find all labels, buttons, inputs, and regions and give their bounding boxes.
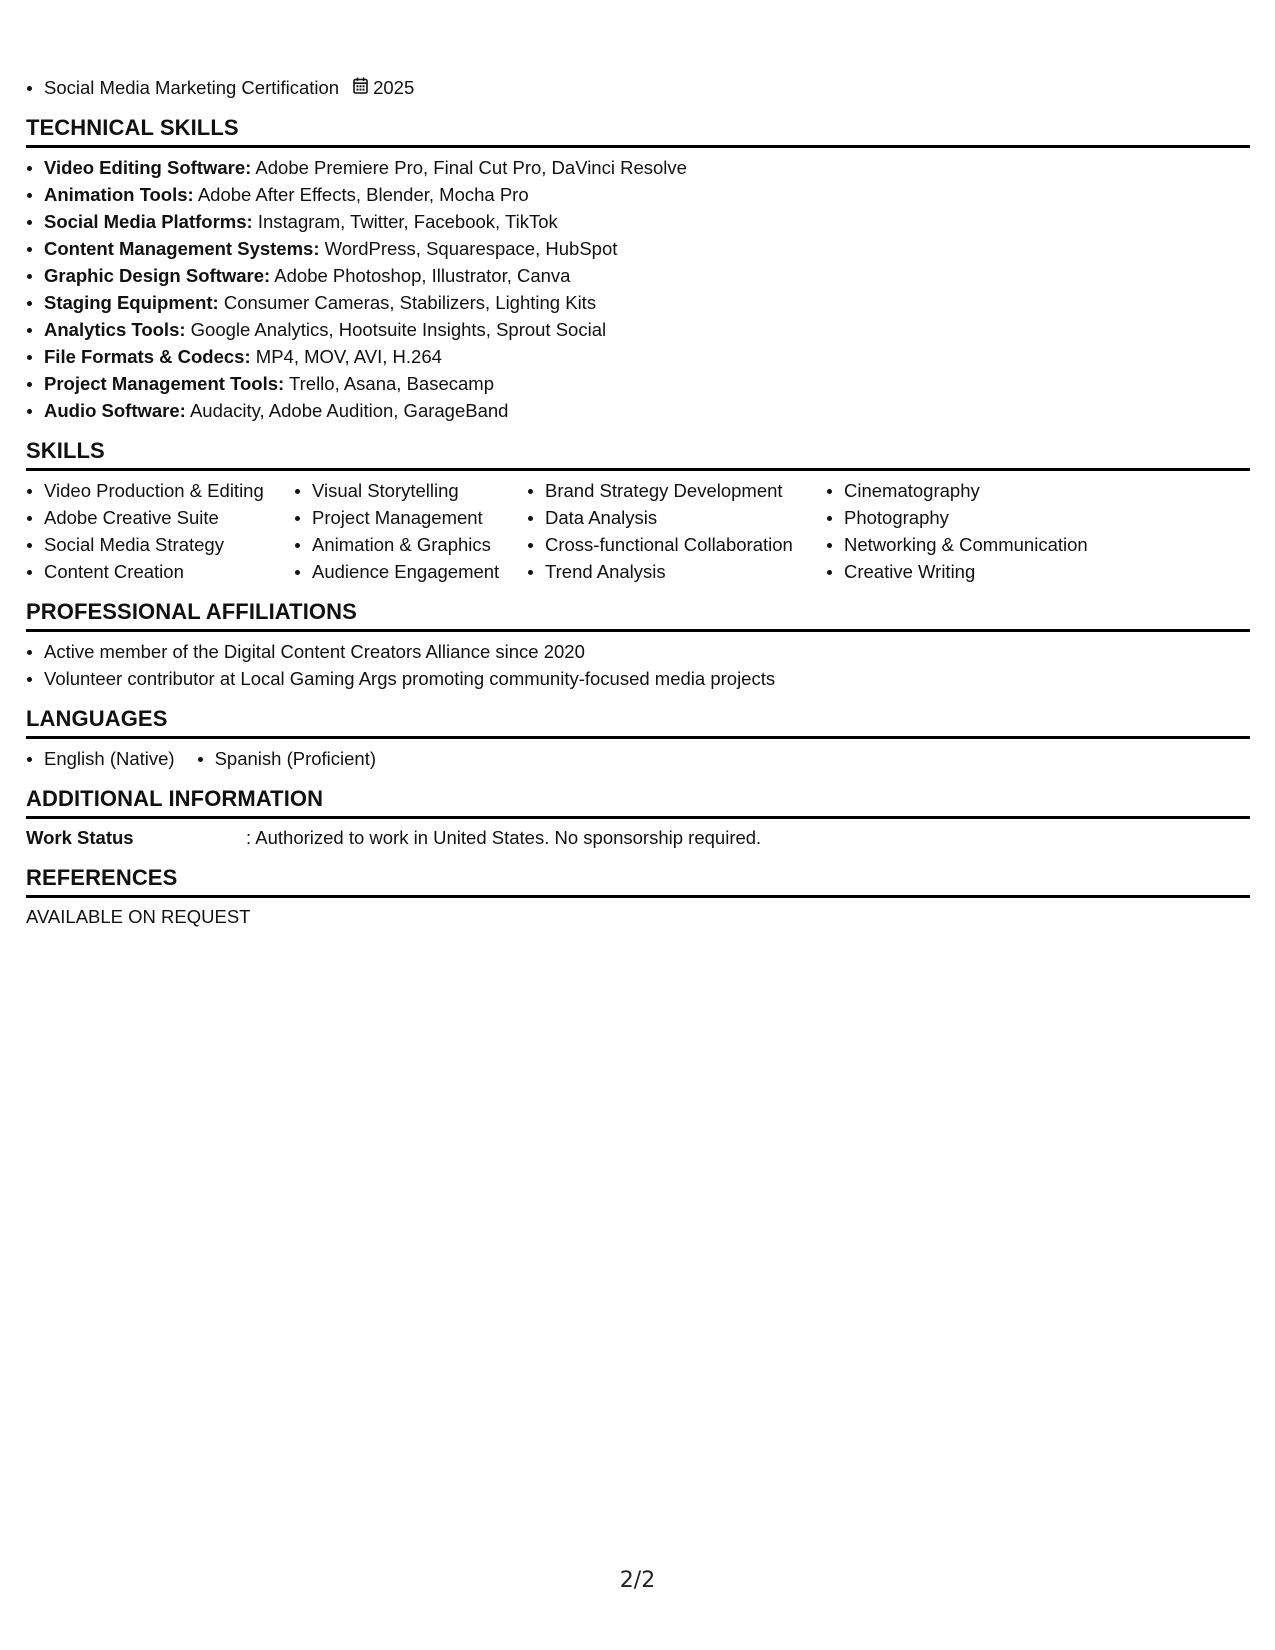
list-item [26,235,1250,262]
technical-skills-list [26,154,1250,424]
list-item: Volunteer contributor at Local Gaming Args promoting community-focused media projects [26,665,1250,692]
skill-category-label: File Formats & Codecs: [44,346,251,367]
skill-category-value: Adobe Photoshop, Illustrator, Canva [270,265,571,286]
skill-category-value: Audacity, Adobe Audition, GarageBand [185,400,509,421]
list-item: Audience Engagement [294,558,527,585]
section-title-technical-skills: TECHNICAL SKILLS [26,101,1250,148]
work-status-value: : Authorized to work in United States. No sponsorship required. [246,827,762,848]
list-item [26,181,1250,208]
certifications-list [26,74,1250,101]
list-item: Photography [826,504,1126,531]
skill-category-label: Audio Software: [44,400,186,421]
list-item [26,316,1250,343]
list-item: Video Production & Editing [26,477,294,504]
skill-category-label: Content Management Systems: [44,238,320,259]
list-item [26,289,1250,316]
skill-category-label: Social Media Platforms: [44,211,253,232]
skills-column [527,477,826,585]
list-item [26,74,1250,101]
page-number: 2/2 [619,1568,656,1593]
skill-category-value: Google Analytics, Hootsuite Insights, Sprout Social [185,319,607,340]
calendar-icon [353,74,368,101]
section-title-additional-information: ADDITIONAL INFORMATION [26,772,1250,819]
skill-category-value: Adobe After Effects, Blender, Mocha Pro [193,184,529,205]
skill-category-label: Analytics Tools: [44,319,186,340]
skill-category-value: Adobe Premiere Pro, Final Cut Pro, DaVinci Resolve [251,157,687,178]
section-title-languages: LANGUAGES [26,692,1250,739]
skills-column [294,477,527,585]
skills-column [826,477,1126,585]
skill-category-value: Consumer Cameras, Stabilizers, Lighting Kits [218,292,597,313]
references-text: AVAILABLE ON REQUEST [26,906,251,927]
list-item: Brand Strategy Development [527,477,826,504]
list-item: Animation & Graphics [294,531,527,558]
list-item: Visual Storytelling [294,477,527,504]
affiliations-list [26,638,1250,692]
skill-category-value: Instagram, Twitter, Facebook, TikTok [252,211,558,232]
work-status-row [26,825,1250,851]
list-item: Data Analysis [527,504,826,531]
skill-category-label: Graphic Design Software: [44,265,271,286]
list-item: Adobe Creative Suite [26,504,294,531]
list-item: Project Management [294,504,527,531]
skill-category-label: Staging Equipment: [44,292,219,313]
list-item: English (Native) [26,745,175,772]
list-item: Social Media Strategy [26,531,294,558]
list-item: Cross-functional Collaboration [527,531,826,558]
skill-category-label: Video Editing Software: [44,157,252,178]
list-item [26,262,1250,289]
skill-category-label: Project Management Tools: [44,373,285,394]
list-item [26,397,1250,424]
list-item: Spanish (Proficient) [197,745,376,772]
list-item: Networking & Communication [826,531,1126,558]
work-status-label: Work Status [26,827,134,848]
skill-category-value: Trello, Asana, Basecamp [284,373,494,394]
list-item: Creative Writing [826,558,1126,585]
list-item: Cinematography [826,477,1126,504]
list-item: Content Creation [26,558,294,585]
list-item: Active member of the Digital Content Creators Alliance since 2020 [26,638,1250,665]
section-title-affiliations: PROFESSIONAL AFFILIATIONS [26,585,1250,632]
section-title-skills: SKILLS [26,424,1250,471]
skill-category-value: MP4, MOV, AVI, H.264 [250,346,442,367]
skill-category-label: Animation Tools: [44,184,194,205]
skills-grid [26,477,1250,585]
languages-list [26,745,1250,772]
skills-column [26,477,294,585]
skill-category-value: WordPress, Squarespace, HubSpot [319,238,618,259]
resume-page [26,74,1250,930]
certification-name: Social Media Marketing Certification [44,77,340,98]
certification-year: 2025 [373,77,415,98]
list-item [26,343,1250,370]
list-item [26,370,1250,397]
list-item [26,208,1250,235]
list-item: Trend Analysis [527,558,826,585]
list-item [26,154,1250,181]
section-title-references: REFERENCES [26,851,1250,898]
